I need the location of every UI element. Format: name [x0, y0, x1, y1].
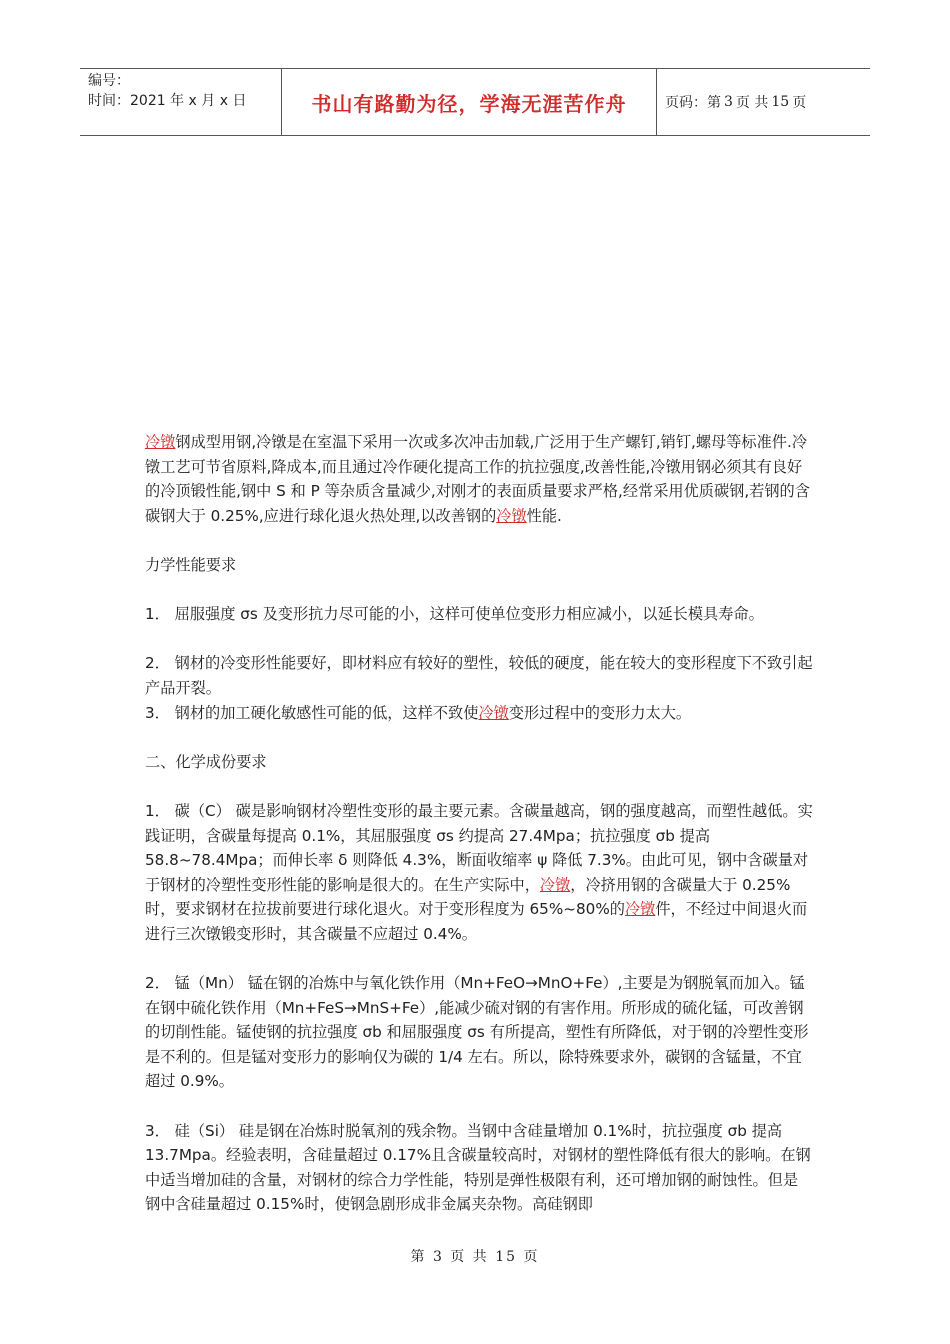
page-prefix: 页码：第 — [665, 95, 721, 111]
keyword-link[interactable]: 冷镦 — [539, 875, 571, 894]
section-heading-chemical: 二、化学成份要求 — [145, 752, 267, 771]
serial-label: 编号： — [88, 73, 130, 89]
header-motto: 书山有路勤为径，学海无涯苦作舟 — [311, 91, 627, 116]
keyword-link[interactable]: 冷镦 — [145, 433, 176, 451]
header-motto-cell — [282, 69, 657, 135]
header-meta — [80, 69, 282, 135]
page-footer: 第 3 页 共 15 页 — [410, 1249, 540, 1265]
section-heading-mechanical: 力学性能要求 — [145, 555, 237, 574]
item3-text-end: 变形过程中的变形力太大。 — [508, 703, 692, 722]
item3-text: 3． 钢材的加工硬化敏感性可能的低，这样不致使 — [145, 703, 479, 722]
document-body — [145, 430, 813, 1217]
intro-text: 钢成型用钢,冷镦是在室温下采用一次或多次冲击加载,广泛用于生产螺钉,销钉,螺母等标准件.冷镦工艺可节省原料,降成本,而且通过冷作硬化提高工作的抗拉强度,改善性能,冷镦用钢必须其有良好的冷顶锻性能,钢中 S 和 P 等杂质含量减少,对刚才的表面质量要求严格,经常采用优质碳钢,若钢的含碳钢大于 0.25%,应进行球化退火热处理,以改善钢的 — [145, 433, 810, 525]
page-current: 3 — [724, 94, 733, 110]
page-middle: 页 共 — [735, 95, 769, 111]
intro-paragraph — [145, 430, 813, 528]
list-item-1: 1． 屈服强度 σs 及变形抗力尽可能的小，这样可使单位变形力相应减小，以延长模具寿命。 — [145, 605, 764, 624]
list-item-3 — [145, 701, 813, 726]
carbon-text: 1． 碳（C） 碳是影响钢材冷塑性变形的最主要元素。含碳量越高，钢的强度越高，而塑性越低。实践证明，含碳量每提高 0.1%，其屈服强度 σs 约提高 27.4Mpa；抗拉强度 σb 提高 58.8~78.4Mpa；而伸长率 δ 则降低 4.3%，断面收缩率 ψ 降低 7.3%。由此可见，钢中含碳量对于钢材的冷塑性变形性能的影响是很大的。在生产实际中， — [145, 801, 813, 894]
silicon-paragraph: 3． 硅（Si） 硅是钢在冶炼时脱氧剂的残余物。当钢中含硅量增加 0.1%时，抗拉强度 σb 提高 13.7Mpa。经验表明，含硅量超过 0.17%且含碳量较高时，对钢材的塑性降低有很大的影响。在钢中适当增加硅的含量，对钢材的综合力学性能，特别是弹性极限有利，还可增加钢的耐蚀性。但是钢中含硅量超过 0.15%时，使钢急剧形成非金属夹杂物。高硅钢即 — [145, 1121, 811, 1214]
intro-text-end: 性能. — [526, 506, 562, 525]
list-item-2: 2． 钢材的冷变形性能要好，即材料应有较好的塑性，较低的硬度，能在较大的变形程度下不致引起产品开裂。 — [145, 654, 813, 697]
page-total: 15 — [771, 94, 790, 110]
manganese-paragraph: 2． 锰（Mn） 锰在钢的冶炼中与氧化铁作用（Mn+FeO→MnO+Fe）,主要是为钢脱氧而加入。锰在钢中硫化铁作用（Mn+FeS→MnS+Fe）,能减少硫对钢的有害作用。所形成的硫化锰，可改善钢的切削性能。锰使钢的抗拉强度 σb 和屈服强度 σs 有所提高，塑性有所降低，对于钢的冷塑性变形是不利的。但是锰对变形力的影响仅为碳的 1/4 左右。所以，除特殊要求外，碳钢的含锰量，不宜超过 0.9%。 — [145, 974, 809, 1091]
header-page-number — [657, 69, 870, 135]
page-header — [80, 68, 870, 136]
keyword-link[interactable]: 冷镦 — [624, 900, 656, 919]
carbon-paragraph — [145, 799, 813, 947]
keyword-link[interactable]: 冷镦 — [478, 703, 509, 722]
date-line: 时间：2021 年 x 月 x 日 — [88, 93, 247, 109]
keyword-link[interactable]: 冷镦 — [496, 506, 527, 525]
carbon-text-end: 件，不经过中间退火而进行三次镦锻变形时，其含碳量不应超过 0.4%。 — [145, 900, 808, 943]
carbon-text-mid: ，冷挤用钢的含碳量大于 0.25%时，要求钢材在拉拔前要进行球化退火。对于变形程度为 65%~80%的 — [145, 875, 791, 919]
page-suffix: 页 — [792, 95, 807, 111]
